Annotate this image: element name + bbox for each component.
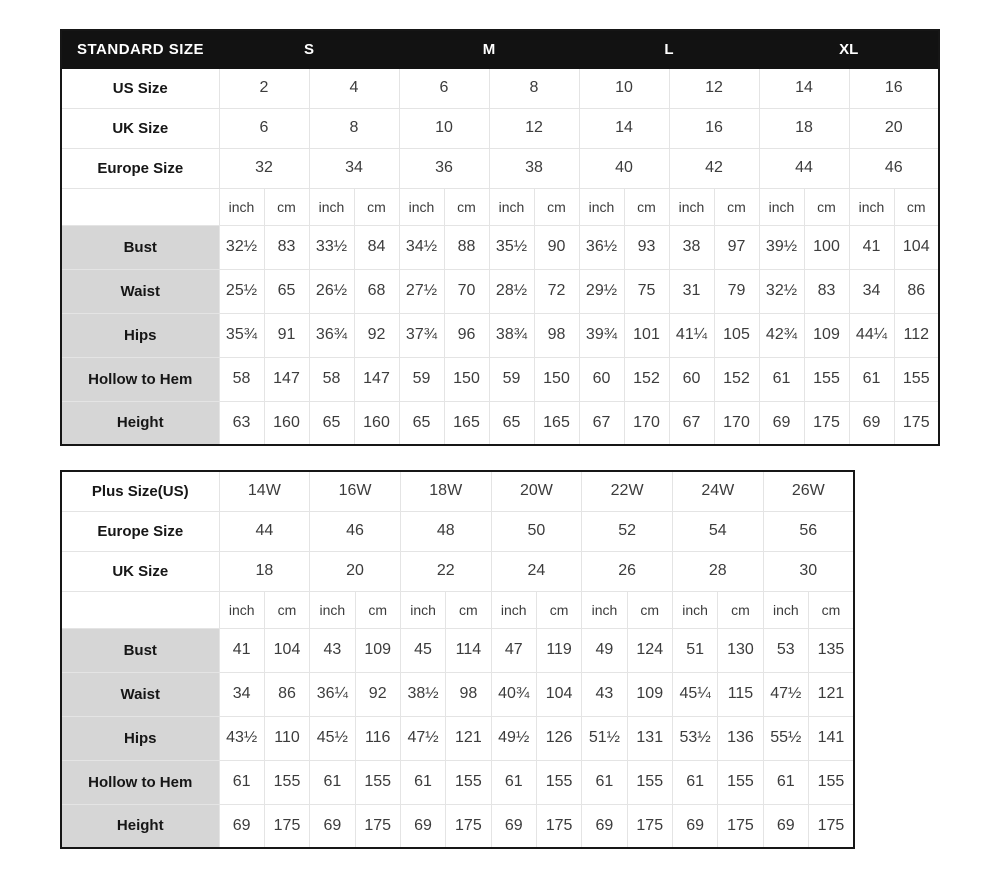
size-value-cell: 36 bbox=[399, 148, 489, 188]
measure-value-cell: 41 bbox=[849, 225, 894, 269]
measure-value-cell: 65 bbox=[309, 401, 354, 445]
measure-value-cell: 150 bbox=[444, 357, 489, 401]
size-group-xl: XL bbox=[759, 30, 939, 68]
measure-value-cell: 44¼ bbox=[849, 313, 894, 357]
measure-value-cell: 69 bbox=[219, 804, 264, 848]
measure-value-cell: 69 bbox=[849, 401, 894, 445]
measure-value-cell: 155 bbox=[718, 760, 763, 804]
measure-value-cell: 43½ bbox=[219, 716, 264, 760]
measure-value-cell: 97 bbox=[714, 225, 759, 269]
size-value-cell: 8 bbox=[489, 68, 579, 108]
unit-cell: inch bbox=[579, 188, 624, 225]
measure-value-cell: 39¾ bbox=[579, 313, 624, 357]
measure-value-cell: 155 bbox=[355, 760, 400, 804]
measure-value-cell: 115 bbox=[718, 672, 763, 716]
measure-value-cell: 147 bbox=[264, 357, 309, 401]
unit-cell: inch bbox=[582, 591, 627, 628]
row-label: US Size bbox=[61, 68, 219, 108]
size-value-cell: 12 bbox=[489, 108, 579, 148]
measure-value-cell: 26½ bbox=[309, 269, 354, 313]
measure-value-cell: 55½ bbox=[763, 716, 808, 760]
measure-value-cell: 69 bbox=[491, 804, 536, 848]
measure-value-cell: 175 bbox=[808, 804, 854, 848]
measure-value-cell: 83 bbox=[264, 225, 309, 269]
measure-value-cell: 83 bbox=[804, 269, 849, 313]
measure-value-cell: 47 bbox=[491, 628, 536, 672]
size-value-cell: 50 bbox=[491, 511, 582, 551]
row-label: Europe Size bbox=[61, 511, 219, 551]
unit-cell: inch bbox=[309, 188, 354, 225]
measure-value-cell: 53 bbox=[763, 628, 808, 672]
measure-value-cell: 69 bbox=[763, 804, 808, 848]
measure-value-cell: 28½ bbox=[489, 269, 534, 313]
measure-label: Height bbox=[61, 804, 219, 848]
size-value-cell: 20 bbox=[310, 551, 401, 591]
measure-value-cell: 59 bbox=[489, 357, 534, 401]
row-label: Europe Size bbox=[61, 148, 219, 188]
size-value-cell: 24W bbox=[672, 471, 763, 511]
unit-cell: cm bbox=[536, 591, 581, 628]
measure-value-cell: 61 bbox=[219, 760, 264, 804]
measure-value-cell: 114 bbox=[446, 628, 491, 672]
size-value-cell: 16 bbox=[849, 68, 939, 108]
size-row bbox=[61, 108, 939, 148]
size-value-cell: 26W bbox=[763, 471, 854, 511]
row-label: UK Size bbox=[61, 108, 219, 148]
size-value-cell: 44 bbox=[759, 148, 849, 188]
measure-value-cell: 67 bbox=[669, 401, 714, 445]
measure-value-cell: 121 bbox=[446, 716, 491, 760]
measure-value-cell: 152 bbox=[624, 357, 669, 401]
measure-value-cell: 61 bbox=[672, 760, 717, 804]
measure-value-cell: 109 bbox=[627, 672, 672, 716]
size-value-cell: 14W bbox=[219, 471, 310, 511]
size-value-cell: 2 bbox=[219, 68, 309, 108]
standard-header-row bbox=[61, 30, 939, 68]
unit-cell: cm bbox=[444, 188, 489, 225]
measure-value-cell: 65 bbox=[399, 401, 444, 445]
measure-value-cell: 29½ bbox=[579, 269, 624, 313]
measure-value-cell: 61 bbox=[849, 357, 894, 401]
unit-cell: inch bbox=[399, 188, 444, 225]
measure-value-cell: 152 bbox=[714, 357, 759, 401]
unit-cell: inch bbox=[672, 591, 717, 628]
size-row bbox=[61, 68, 939, 108]
measure-value-cell: 92 bbox=[354, 313, 399, 357]
measure-row bbox=[61, 313, 939, 357]
measure-value-cell: 104 bbox=[264, 628, 309, 672]
measure-value-cell: 136 bbox=[718, 716, 763, 760]
size-value-cell: 10 bbox=[579, 68, 669, 108]
size-value-cell: 14 bbox=[759, 68, 849, 108]
unit-cell: cm bbox=[446, 591, 491, 628]
measure-value-cell: 86 bbox=[264, 672, 309, 716]
measure-value-cell: 38¾ bbox=[489, 313, 534, 357]
measure-value-cell: 91 bbox=[264, 313, 309, 357]
unit-cell: inch bbox=[219, 188, 264, 225]
size-value-cell: 40 bbox=[579, 148, 669, 188]
row-label: UK Size bbox=[61, 551, 219, 591]
measure-value-cell: 130 bbox=[718, 628, 763, 672]
measure-value-cell: 147 bbox=[354, 357, 399, 401]
size-value-cell: 30 bbox=[763, 551, 854, 591]
measure-value-cell: 34 bbox=[219, 672, 264, 716]
measure-value-cell: 135 bbox=[808, 628, 854, 672]
measure-value-cell: 175 bbox=[804, 401, 849, 445]
size-value-cell: 46 bbox=[310, 511, 401, 551]
unit-cell: inch bbox=[669, 188, 714, 225]
measure-value-cell: 36½ bbox=[579, 225, 624, 269]
measure-value-cell: 43 bbox=[310, 628, 355, 672]
unit-cell: cm bbox=[894, 188, 939, 225]
measure-value-cell: 49½ bbox=[491, 716, 536, 760]
measure-value-cell: 43 bbox=[582, 672, 627, 716]
unit-cell: cm bbox=[264, 591, 309, 628]
size-value-cell: 20W bbox=[491, 471, 582, 511]
size-group-s: S bbox=[219, 30, 399, 68]
size-row bbox=[61, 148, 939, 188]
measure-value-cell: 60 bbox=[579, 357, 624, 401]
measure-row bbox=[61, 401, 939, 445]
measure-value-cell: 61 bbox=[759, 357, 804, 401]
measure-value-cell: 49 bbox=[582, 628, 627, 672]
unit-row bbox=[61, 188, 939, 225]
size-value-cell: 6 bbox=[219, 108, 309, 148]
size-group-m: M bbox=[399, 30, 579, 68]
measure-value-cell: 155 bbox=[264, 760, 309, 804]
size-group-l: L bbox=[579, 30, 759, 68]
measure-value-cell: 109 bbox=[355, 628, 400, 672]
size-row bbox=[61, 471, 854, 511]
measure-value-cell: 61 bbox=[491, 760, 536, 804]
measure-value-cell: 38½ bbox=[400, 672, 445, 716]
measure-value-cell: 68 bbox=[354, 269, 399, 313]
measure-value-cell: 47½ bbox=[400, 716, 445, 760]
measure-value-cell: 69 bbox=[582, 804, 627, 848]
size-value-cell: 34 bbox=[309, 148, 399, 188]
measure-value-cell: 155 bbox=[446, 760, 491, 804]
measure-value-cell: 69 bbox=[759, 401, 804, 445]
measure-value-cell: 34 bbox=[849, 269, 894, 313]
measure-value-cell: 41 bbox=[219, 628, 264, 672]
measure-label: Bust bbox=[61, 628, 219, 672]
unit-cell: inch bbox=[763, 591, 808, 628]
measure-value-cell: 25½ bbox=[219, 269, 264, 313]
measure-value-cell: 69 bbox=[310, 804, 355, 848]
measure-value-cell: 160 bbox=[264, 401, 309, 445]
measure-value-cell: 45½ bbox=[310, 716, 355, 760]
size-value-cell: 28 bbox=[672, 551, 763, 591]
size-value-cell: 12 bbox=[669, 68, 759, 108]
measure-value-cell: 155 bbox=[894, 357, 939, 401]
size-value-cell: 38 bbox=[489, 148, 579, 188]
measure-value-cell: 35¾ bbox=[219, 313, 264, 357]
measure-value-cell: 155 bbox=[627, 760, 672, 804]
measure-value-cell: 63 bbox=[219, 401, 264, 445]
measure-row bbox=[61, 672, 854, 716]
measure-value-cell: 126 bbox=[536, 716, 581, 760]
unit-cell: cm bbox=[718, 591, 763, 628]
measure-value-cell: 40¾ bbox=[491, 672, 536, 716]
measure-value-cell: 45¼ bbox=[672, 672, 717, 716]
measure-label: Hips bbox=[61, 313, 219, 357]
row-label: Plus Size(US) bbox=[61, 471, 219, 511]
measure-value-cell: 75 bbox=[624, 269, 669, 313]
measure-label: Hollow to Hem bbox=[61, 760, 219, 804]
size-row bbox=[61, 551, 854, 591]
measure-label: Waist bbox=[61, 269, 219, 313]
measure-value-cell: 96 bbox=[444, 313, 489, 357]
measure-value-cell: 67 bbox=[579, 401, 624, 445]
measure-value-cell: 36¾ bbox=[309, 313, 354, 357]
measure-value-cell: 36¼ bbox=[310, 672, 355, 716]
size-value-cell: 18W bbox=[400, 471, 491, 511]
size-value-cell: 56 bbox=[763, 511, 854, 551]
measure-value-cell: 110 bbox=[264, 716, 309, 760]
size-value-cell: 32 bbox=[219, 148, 309, 188]
measure-value-cell: 100 bbox=[804, 225, 849, 269]
unit-cell: cm bbox=[264, 188, 309, 225]
measure-value-cell: 105 bbox=[714, 313, 759, 357]
measure-value-cell: 170 bbox=[624, 401, 669, 445]
measure-value-cell: 37¾ bbox=[399, 313, 444, 357]
blank-cell bbox=[61, 591, 219, 628]
measure-row bbox=[61, 225, 939, 269]
size-value-cell: 22W bbox=[582, 471, 673, 511]
unit-cell: inch bbox=[310, 591, 355, 628]
unit-cell: inch bbox=[849, 188, 894, 225]
measure-value-cell: 112 bbox=[894, 313, 939, 357]
plus-size-table bbox=[60, 470, 855, 849]
measure-value-cell: 45 bbox=[400, 628, 445, 672]
measure-value-cell: 160 bbox=[354, 401, 399, 445]
unit-cell: cm bbox=[534, 188, 579, 225]
size-value-cell: 54 bbox=[672, 511, 763, 551]
standard-size-table bbox=[60, 29, 940, 446]
measure-value-cell: 27½ bbox=[399, 269, 444, 313]
measure-value-cell: 72 bbox=[534, 269, 579, 313]
measure-value-cell: 61 bbox=[400, 760, 445, 804]
measure-value-cell: 34½ bbox=[399, 225, 444, 269]
measure-value-cell: 170 bbox=[714, 401, 759, 445]
measure-row bbox=[61, 628, 854, 672]
measure-value-cell: 119 bbox=[536, 628, 581, 672]
measure-value-cell: 98 bbox=[534, 313, 579, 357]
measure-value-cell: 39½ bbox=[759, 225, 804, 269]
measure-label: Bust bbox=[61, 225, 219, 269]
measure-value-cell: 175 bbox=[718, 804, 763, 848]
measure-row bbox=[61, 804, 854, 848]
size-value-cell: 52 bbox=[582, 511, 673, 551]
measure-value-cell: 69 bbox=[400, 804, 445, 848]
measure-value-cell: 59 bbox=[399, 357, 444, 401]
measure-value-cell: 86 bbox=[894, 269, 939, 313]
measure-value-cell: 92 bbox=[355, 672, 400, 716]
measure-value-cell: 58 bbox=[309, 357, 354, 401]
measure-value-cell: 53½ bbox=[672, 716, 717, 760]
size-value-cell: 46 bbox=[849, 148, 939, 188]
measure-value-cell: 84 bbox=[354, 225, 399, 269]
measure-value-cell: 38 bbox=[669, 225, 714, 269]
measure-value-cell: 42¾ bbox=[759, 313, 804, 357]
measure-label: Height bbox=[61, 401, 219, 445]
standard-size-title: STANDARD SIZE bbox=[61, 30, 219, 68]
measure-value-cell: 31 bbox=[669, 269, 714, 313]
measure-row bbox=[61, 716, 854, 760]
blank-cell bbox=[61, 188, 219, 225]
measure-value-cell: 32½ bbox=[219, 225, 264, 269]
measure-value-cell: 175 bbox=[894, 401, 939, 445]
measure-value-cell: 70 bbox=[444, 269, 489, 313]
measure-label: Hips bbox=[61, 716, 219, 760]
measure-value-cell: 116 bbox=[355, 716, 400, 760]
unit-cell: inch bbox=[759, 188, 804, 225]
measure-value-cell: 51 bbox=[672, 628, 717, 672]
size-value-cell: 22 bbox=[400, 551, 491, 591]
measure-value-cell: 61 bbox=[763, 760, 808, 804]
measure-value-cell: 33½ bbox=[309, 225, 354, 269]
measure-value-cell: 79 bbox=[714, 269, 759, 313]
measure-row bbox=[61, 357, 939, 401]
measure-value-cell: 124 bbox=[627, 628, 672, 672]
measure-value-cell: 61 bbox=[582, 760, 627, 804]
size-value-cell: 10 bbox=[399, 108, 489, 148]
measure-value-cell: 61 bbox=[310, 760, 355, 804]
measure-value-cell: 93 bbox=[624, 225, 669, 269]
measure-value-cell: 47½ bbox=[763, 672, 808, 716]
measure-label: Waist bbox=[61, 672, 219, 716]
size-value-cell: 14 bbox=[579, 108, 669, 148]
measure-value-cell: 41¼ bbox=[669, 313, 714, 357]
size-value-cell: 26 bbox=[582, 551, 673, 591]
measure-row bbox=[61, 760, 854, 804]
size-value-cell: 48 bbox=[400, 511, 491, 551]
measure-value-cell: 175 bbox=[627, 804, 672, 848]
size-value-cell: 18 bbox=[759, 108, 849, 148]
measure-value-cell: 69 bbox=[672, 804, 717, 848]
measure-value-cell: 155 bbox=[536, 760, 581, 804]
size-value-cell: 16W bbox=[310, 471, 401, 511]
measure-value-cell: 32½ bbox=[759, 269, 804, 313]
unit-cell: cm bbox=[804, 188, 849, 225]
measure-value-cell: 65 bbox=[489, 401, 534, 445]
measure-value-cell: 104 bbox=[894, 225, 939, 269]
measure-value-cell: 155 bbox=[804, 357, 849, 401]
unit-row bbox=[61, 591, 854, 628]
measure-label: Hollow to Hem bbox=[61, 357, 219, 401]
measure-value-cell: 175 bbox=[446, 804, 491, 848]
measure-value-cell: 104 bbox=[536, 672, 581, 716]
size-value-cell: 4 bbox=[309, 68, 399, 108]
size-value-cell: 20 bbox=[849, 108, 939, 148]
measure-value-cell: 58 bbox=[219, 357, 264, 401]
measure-value-cell: 121 bbox=[808, 672, 854, 716]
measure-value-cell: 65 bbox=[264, 269, 309, 313]
unit-cell: cm bbox=[354, 188, 399, 225]
size-value-cell: 16 bbox=[669, 108, 759, 148]
unit-cell: cm bbox=[627, 591, 672, 628]
measure-value-cell: 35½ bbox=[489, 225, 534, 269]
unit-cell: inch bbox=[219, 591, 264, 628]
unit-cell: cm bbox=[355, 591, 400, 628]
size-value-cell: 24 bbox=[491, 551, 582, 591]
measure-value-cell: 141 bbox=[808, 716, 854, 760]
size-row bbox=[61, 511, 854, 551]
measure-row bbox=[61, 269, 939, 313]
measure-value-cell: 175 bbox=[355, 804, 400, 848]
unit-cell: cm bbox=[624, 188, 669, 225]
measure-value-cell: 150 bbox=[534, 357, 579, 401]
measure-value-cell: 175 bbox=[264, 804, 309, 848]
measure-value-cell: 90 bbox=[534, 225, 579, 269]
size-value-cell: 6 bbox=[399, 68, 489, 108]
unit-cell: inch bbox=[489, 188, 534, 225]
size-value-cell: 44 bbox=[219, 511, 310, 551]
size-value-cell: 42 bbox=[669, 148, 759, 188]
unit-cell: inch bbox=[491, 591, 536, 628]
measure-value-cell: 98 bbox=[446, 672, 491, 716]
measure-value-cell: 109 bbox=[804, 313, 849, 357]
measure-value-cell: 101 bbox=[624, 313, 669, 357]
measure-value-cell: 51½ bbox=[582, 716, 627, 760]
size-value-cell: 18 bbox=[219, 551, 310, 591]
measure-value-cell: 60 bbox=[669, 357, 714, 401]
unit-cell: inch bbox=[400, 591, 445, 628]
measure-value-cell: 155 bbox=[808, 760, 854, 804]
measure-value-cell: 88 bbox=[444, 225, 489, 269]
measure-value-cell: 165 bbox=[444, 401, 489, 445]
unit-cell: cm bbox=[808, 591, 854, 628]
unit-cell: cm bbox=[714, 188, 759, 225]
measure-value-cell: 131 bbox=[627, 716, 672, 760]
size-value-cell: 8 bbox=[309, 108, 399, 148]
measure-value-cell: 165 bbox=[534, 401, 579, 445]
measure-value-cell: 175 bbox=[536, 804, 581, 848]
